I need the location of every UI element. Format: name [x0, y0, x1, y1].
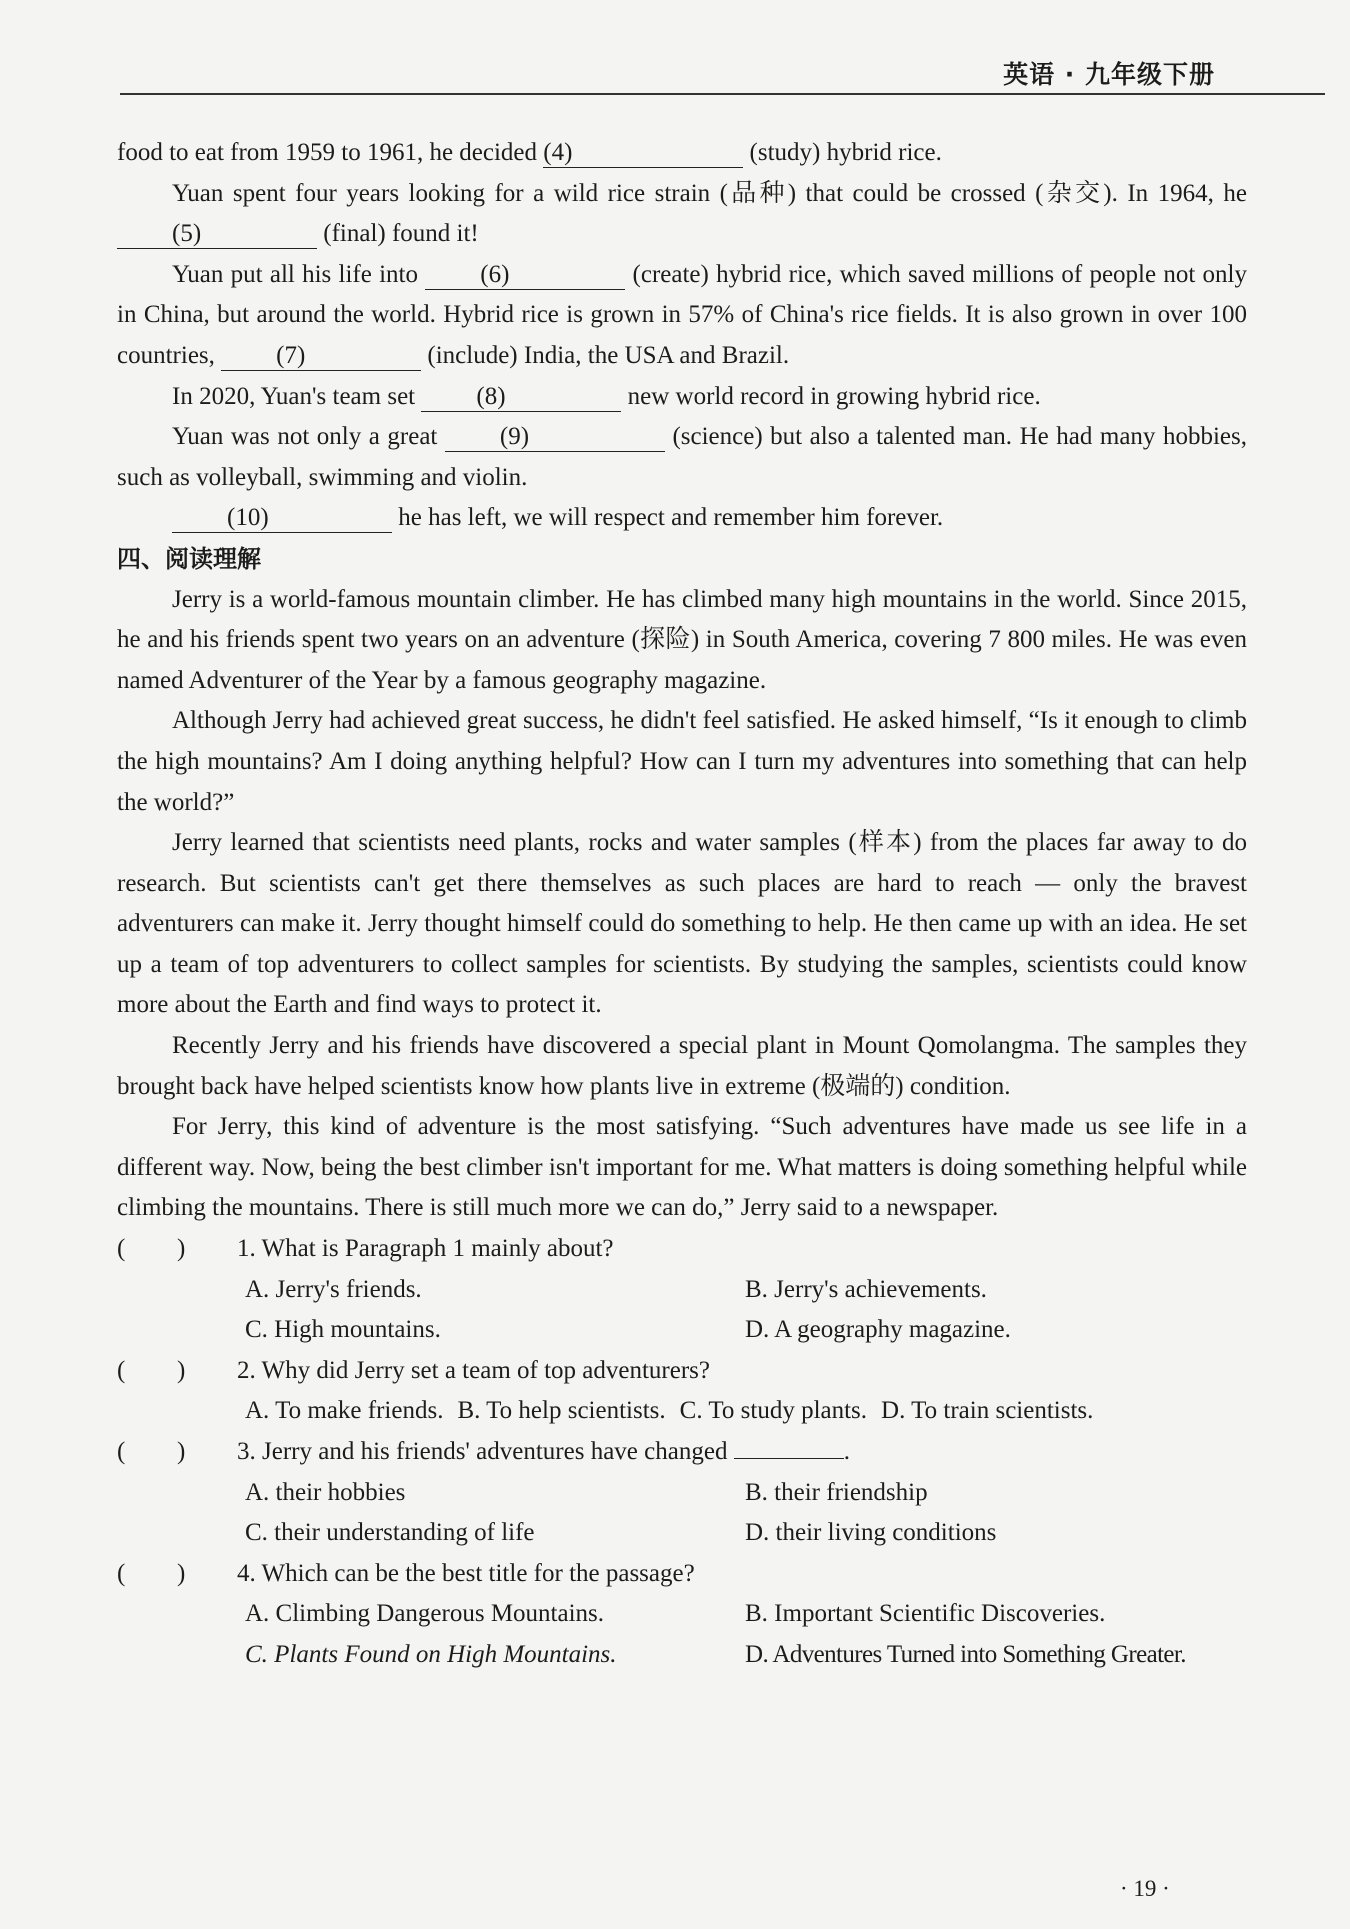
option-b[interactable]: B. To help scientists. [457, 1397, 666, 1425]
text: food to eat from 1959 to 1961, he decided [117, 139, 544, 166]
option-a[interactable]: A. Climbing Dangerous Mountains. [245, 1600, 605, 1628]
blank-number: (7) [276, 341, 306, 369]
blank-5[interactable] [117, 220, 317, 249]
bracket-open: ( [117, 1356, 126, 1384]
answer-bracket[interactable] [117, 1432, 237, 1473]
blank-10[interactable] [172, 504, 392, 533]
options-row [117, 1513, 1247, 1554]
option-a[interactable]: A. their hobbies [245, 1478, 406, 1506]
page-number: · 19 · [1120, 1876, 1170, 1901]
question-4 [117, 1554, 1247, 1595]
options-row [117, 1270, 1247, 1311]
bracket-open: ( [117, 1235, 126, 1263]
fill-paragraph-3 [117, 255, 1247, 377]
option-d[interactable]: D. A geography magazine. [745, 1316, 1011, 1344]
option-c[interactable]: C. their understanding of life [245, 1519, 535, 1547]
text: (science) but also a talented man. He had many hobbies, such as volleyball, swimming and violin. [117, 423, 1247, 491]
text: (final) found it! [317, 220, 479, 248]
blank-7[interactable] [221, 342, 421, 371]
bracket-close: ) [177, 1559, 186, 1587]
options-row [117, 1391, 1247, 1432]
blank-6[interactable] [425, 261, 625, 290]
bracket-open: ( [117, 1438, 126, 1465]
bracket-close: ) [177, 1356, 186, 1384]
options-row [117, 1594, 1247, 1635]
fill-paragraph-1 [117, 133, 1247, 174]
question-stem: 3. Jerry and his friends' adventures have changed [237, 1438, 728, 1465]
text: (include) India, the USA and Brazil. [421, 341, 790, 369]
bracket-open: ( [117, 1559, 126, 1587]
question-1 [117, 1229, 1247, 1270]
blank-number: (4) [543, 139, 573, 166]
reading-paragraph-5: For Jerry, this kind of adventure is the most satisfying. “Such adventures have made us see life in a different way. Now, being the best climber isn't important for me. What matters is doing something helpful while climbing the mountains. There is still much more we can do,” Jerry said to a newspaper. [117, 1113, 1247, 1222]
question-3 [117, 1432, 1247, 1473]
stem-period: . [843, 1438, 850, 1465]
blank-4[interactable] [543, 139, 743, 168]
page-header [0, 55, 1325, 91]
option-a[interactable]: A. Jerry's friends. [245, 1275, 422, 1303]
answer-bracket[interactable] [117, 1554, 237, 1595]
reading-paragraph-3: Jerry learned that scientists need plants, rocks and water samples (样本) from the places far away to do research. But scientists can't get there themselves as such places are hard to reach — only the bravest adventurers can make it. Jerry thought himself could do something to help. He then came up with an idea. He set up a team of top adventurers to collect samples for scientists. By studying the samples, scientists could know more about the Earth and find ways to protect it. [117, 829, 1247, 1019]
blank-number: (5) [172, 220, 202, 248]
question-stem: 2. Why did Jerry set a team of top adventurers? [237, 1356, 710, 1384]
option-d[interactable]: D. Adventures Turned into Something Greater. [745, 1640, 1186, 1668]
text: Yuan put all his life into [172, 260, 426, 288]
bracket-close: ) [177, 1235, 186, 1263]
question-stem: 1. What is Paragraph 1 mainly about? [237, 1235, 614, 1263]
reading-paragraph-2: Although Jerry had achieved great success, he didn't feel satisfied. He asked himself, “Is it enough to climb the high mountains? Am I doing anything helpful? How can I turn my adventures into something that can help the world?” [117, 707, 1247, 816]
reading-paragraph-1: Jerry is a world-famous mountain climber. He has climbed many high mountains in the world. Since 2015, he and his friends spent two years on an adventure (探险) in South America, covering 7 800 miles. He was even named Adventurer of the Year by a famous geography magazine. [117, 585, 1247, 694]
text: (study) hybrid rice. [743, 139, 942, 166]
blank-number: (9) [499, 423, 530, 451]
option-c[interactable]: C. Plants Found on High Mountains. [245, 1640, 617, 1668]
text: Yuan spent four years looking for a wild rice strain (品种) that could be crossed (杂交). In 1964, he [172, 179, 1247, 207]
fill-paragraph-6 [117, 498, 1247, 539]
reading-paragraph-4: Recently Jerry and his friends have discovered a special plant in Mount Qomolangma. The samples they brought back have helped scientists know how plants live in extreme (极端的) condition. [117, 1032, 1247, 1100]
answer-blank[interactable] [734, 1458, 844, 1459]
options-row [117, 1635, 1247, 1676]
option-d[interactable]: D. their living conditions [745, 1519, 997, 1547]
question-stem: 4. Which can be the best title for the passage? [237, 1559, 695, 1587]
text: Yuan was not only a great [172, 423, 445, 451]
option-b[interactable]: B. Important Scientific Discoveries. [745, 1600, 1106, 1628]
text: he has left, we will respect and remember him forever. [392, 504, 944, 532]
question-2 [117, 1351, 1247, 1392]
blank-number: (6) [480, 260, 510, 288]
option-b[interactable]: B. Jerry's achievements. [745, 1275, 987, 1303]
text: In 2020, Yuan's team set [172, 382, 422, 410]
option-b[interactable]: B. their friendship [745, 1478, 928, 1506]
bracket-close: ) [177, 1438, 186, 1465]
fill-paragraph-5 [117, 417, 1247, 498]
blank-number: (10) [227, 504, 269, 532]
options-row [117, 1473, 1247, 1514]
option-d[interactable]: D. To train scientists. [881, 1397, 1094, 1425]
header-rule [120, 93, 1325, 95]
section-title: 四、阅读理解 [117, 544, 261, 573]
answer-bracket[interactable] [117, 1351, 237, 1392]
page-content [117, 133, 1247, 1676]
text: new world record in growing hybrid rice. [621, 382, 1041, 410]
header-title: 英语 · 九年级下册 [1003, 60, 1215, 89]
options-row [117, 1310, 1247, 1351]
fill-paragraph-4 [117, 377, 1247, 418]
blank-9[interactable] [445, 423, 665, 452]
answer-bracket[interactable] [117, 1229, 237, 1270]
option-c[interactable]: C. To study plants. [679, 1397, 868, 1425]
blank-number: (8) [476, 382, 506, 410]
option-c[interactable]: C. High mountains. [245, 1316, 441, 1344]
fill-paragraph-2 [117, 174, 1247, 255]
blank-8[interactable] [421, 383, 621, 412]
option-a[interactable]: A. To make friends. [245, 1397, 444, 1425]
text: (create) hybrid rice, which saved millions of people not only in China, but around the world. Hybrid rice is grown in 57% of China's rice fields. It is also grown in over 100 countries, [117, 260, 1247, 369]
